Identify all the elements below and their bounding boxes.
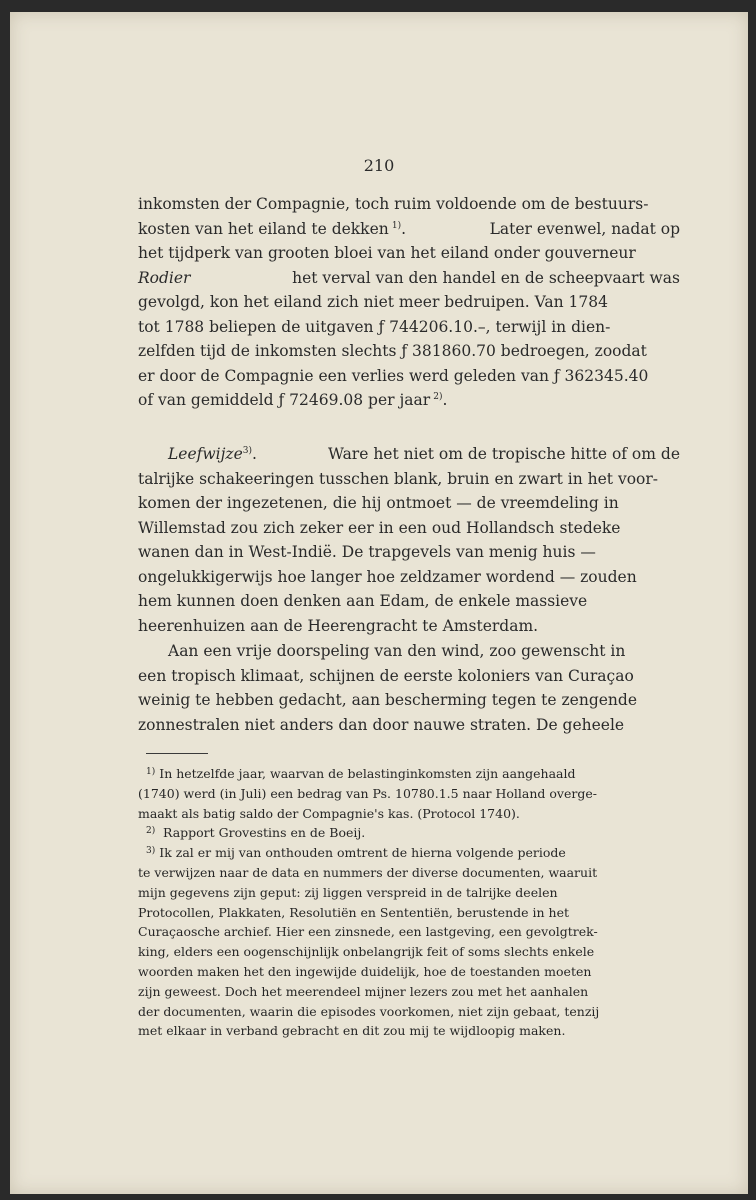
text-line xyxy=(138,339,680,364)
footnote-line xyxy=(138,804,680,824)
footnote-line-content: $^{3)}$ Ik zal er mij van onthouden omtrent de hierna volgende periode xyxy=(146,845,566,861)
text-line xyxy=(138,540,680,565)
footnote-line-content: maakt als batig saldo der Compagnie's kas. (Protocol 1740). xyxy=(138,805,520,821)
text-line xyxy=(138,290,680,315)
footnote-line-content: (1740) werd (in Juli) een bedrag van Ps. 10780.1.5 naar Holland overge- xyxy=(138,785,597,801)
text-line xyxy=(138,241,680,266)
text-line-content: inkomsten der Compagnie, toch ruim voldoende om de bestuurs- xyxy=(138,195,649,213)
footnote-divider xyxy=(146,753,208,754)
text-line-content: heerenhuizen aan de Heerengracht te Amsterdam. xyxy=(138,616,539,635)
governor-name: Rodier xyxy=(138,268,191,287)
text-line-content: of van gemiddeld ƒ 72469.08 per jaar $^{2)}$. xyxy=(138,391,448,409)
text-line-content: zelfden tijd de inkomsten slechts ƒ 381860.70 bedroegen, zoodat xyxy=(138,342,647,360)
paragraph-2 xyxy=(138,442,680,638)
footnote-line xyxy=(138,843,680,863)
text-line-content: het tijdperk van grooten bloei van het eiland onder gouverneur xyxy=(138,244,636,262)
text-line-content: hem kunnen doen denken aan Edam, de enkele massieve xyxy=(138,592,588,610)
text-line-content: kosten van het eiland te dekken $^{1)}$. xyxy=(138,219,407,238)
text-line xyxy=(138,516,680,541)
paragraph-1 xyxy=(138,192,680,413)
footnote-line xyxy=(138,962,680,982)
footnote-line xyxy=(138,982,680,1002)
footnote-line-content: zijn geweest. Doch het meerendeel mijner lezers zou met het aanhalen xyxy=(138,983,589,999)
paragraph-3 xyxy=(138,639,680,737)
text-line xyxy=(138,315,680,340)
text-line xyxy=(138,589,680,614)
text-line xyxy=(138,467,680,492)
footnote-line-content: met elkaar in verband gebracht en dit zou mij te wijdloopig maken. xyxy=(138,1023,566,1039)
footnote-line-content: der documenten, waarin die episodes voorkomen, niet zijn gebaat, tenzij xyxy=(138,1003,600,1019)
text-line-content: tot 1788 beliepen de uitgaven ƒ 744206.10.–, terwijl in dien- xyxy=(138,317,611,336)
text-line-content: Aan een vrije doorspeling van den wind, zoo gewenscht in xyxy=(168,642,626,660)
footnote-mark: 1) xyxy=(146,767,156,777)
text-line-content: een tropisch klimaat, schijnen de eerste koloniers van Curaçao xyxy=(138,666,634,685)
text-line xyxy=(138,442,680,467)
text-line xyxy=(138,713,680,738)
footnote-mark: 2) xyxy=(146,826,156,837)
footnote-line-content: Curaçaosche archief. Hier een zinsnede, een lastgeving, een gevolgtrek- xyxy=(138,924,598,940)
footnote-line xyxy=(138,863,680,883)
footnote-line-content: te verwijzen naar de data en nummers der diverse documenten, waaruit xyxy=(138,864,598,880)
text-line-content: zonnestralen niet anders dan door nauwe straten. De geheele xyxy=(138,715,625,734)
footnote-line-content: $^{1)}$ In hetzelfde jaar, waarvan de belastinginkomsten zijn aangehaald xyxy=(146,766,576,781)
footnote-line xyxy=(138,1002,680,1022)
text-line xyxy=(138,192,680,217)
text-line-content: wanen dan in West-Indië. De trapgevels van menig huis — xyxy=(138,543,596,561)
text-line xyxy=(138,639,680,664)
footnote-line xyxy=(138,1021,680,1041)
text-line-content: Later evenwel, nadat op xyxy=(489,219,680,238)
text-line-content: er door de Compagnie een verlies werd geleden van ƒ 362345.40 xyxy=(138,366,649,385)
text-line-content: het verval van den handel en de scheepvaart was xyxy=(292,268,680,287)
footnote-line-content: woorden maken het den ingewijde duidelijk, hoe de toestanden moeten xyxy=(138,963,592,979)
text-line xyxy=(138,491,680,516)
text-line xyxy=(138,217,680,242)
text-line-content: talrijke schakeeringen tusschen blank, bruin en zwart in het voor- xyxy=(138,469,659,488)
text-line xyxy=(138,664,680,689)
text-line-content: weinig te hebben gedacht, aan bescherming tegen te zengende xyxy=(138,691,638,709)
text-line-content: gevolgd, kon het eiland zich niet meer bedruipen. Van 1784 xyxy=(138,293,608,311)
footnote-line xyxy=(138,883,680,903)
footnote-line-content: king, elders een oogenschijnlijk onbelangrijk feit of soms slechts enkele xyxy=(138,944,595,960)
footnote-line xyxy=(138,764,680,784)
text-line-content: Ware het niet om de tropische hitte of om de xyxy=(327,445,680,463)
text-line xyxy=(138,688,680,713)
footnote-line xyxy=(138,903,680,923)
footnote-line xyxy=(138,823,680,843)
book-page xyxy=(10,12,748,1194)
footnote-mark: 3) xyxy=(146,846,156,857)
text-line-content: Willemstad zou zich zeker eer in een oud Hollandsch stedeke xyxy=(138,518,621,537)
text-line xyxy=(138,364,680,389)
footnotes xyxy=(138,764,680,1041)
text-line-content: ongelukkigerwijs hoe langer hoe zeldzamer wordend — zouden xyxy=(138,567,637,586)
text-line xyxy=(138,388,680,413)
text-line xyxy=(138,266,680,291)
footnote-line-content: $^{2)}$ Rapport Grovestins en de Boeij. xyxy=(146,825,366,841)
text-line xyxy=(138,565,680,590)
footnote-ref: 3) xyxy=(242,446,252,456)
footnote-line-content: mijn gegevens zijn geput: zij liggen verspreid in de talrijke deelen xyxy=(138,884,558,900)
section-heading: Leefwijze$^{3)}$. xyxy=(168,445,257,463)
text-line-content: komen der ingezetenen, die hij ontmoet — de vreemdeling in xyxy=(138,494,619,512)
footnote-line xyxy=(138,942,680,962)
footnote-ref: 2) xyxy=(433,392,443,402)
page-number: 210 xyxy=(363,156,395,175)
text-line xyxy=(138,614,680,639)
footnote-ref: 1) xyxy=(391,220,402,231)
footnote-line xyxy=(138,922,680,942)
footnote-line xyxy=(138,784,680,804)
footnote-line-content: Protocollen, Plakkaten, Resolutiën en Sententiën, berustende in het xyxy=(138,904,569,920)
